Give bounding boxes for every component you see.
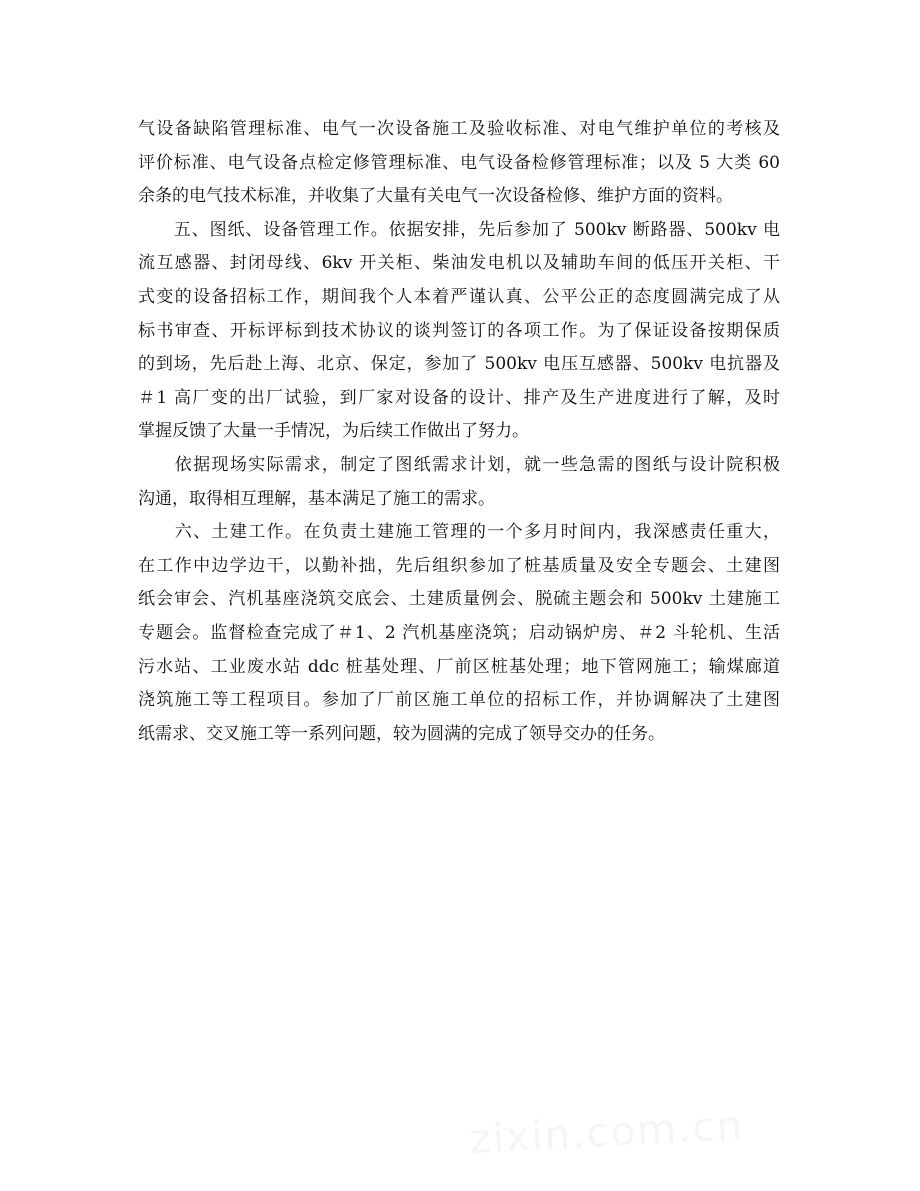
text-line: 标书审查、开标评标到技术协议的谈判签订的各项工作。为了保证设备按期保质 [138, 320, 780, 341]
text-line: 专题会。监督检查完成了＃1、2 汽机基座浇筑；启动锅炉房、＃2 斗轮机、生活 [138, 622, 780, 643]
text-line: 污水站、工业废水站 ddc 桩基处理、厂前区桩基处理；地下管网施工；输煤廊道 [138, 656, 780, 677]
watermark: zixin.com.cn [468, 1102, 746, 1164]
paragraph-electrical-standards [138, 113, 780, 214]
text-line: 气设备缺陷管理标准、电气一次设备施工及验收标准、对电气维护单位的考核及 [138, 119, 780, 139]
text-line: 评价标准、电气设备点检定修管理标准、电气设备检修管理标准；以及 5 大类 60 [138, 152, 780, 173]
text-line: 掌握反馈了大量一手情况，为后续工作做出了努力。 [138, 421, 529, 442]
paragraph-drawings-equipment [138, 214, 780, 449]
document-body [138, 113, 780, 751]
text-line: 流互感器、封闭母线、6kv 开关柜、柴油发电机以及辅助车间的低压开关柜、干 [138, 253, 780, 274]
text-line: ＃1 高厂变的出厂试验，到厂家对设备的设计、排产及生产进度进行了解，及时 [138, 387, 780, 408]
text-line: 的到场，先后赴上海、北京、保定，参加了 500kv 电压互感器、500kv 电抗器及 [138, 354, 780, 375]
text-line: 式变的设备招标工作，期间我个人本着严谨认真、公平公正的态度圆满完成了从 [138, 286, 780, 307]
text-line: 在工作中边学边干，以勤补拙，先后组织参加了桩基质量及安全专题会、土建图 [138, 555, 780, 576]
text-line: 纸会审会、汽机基座浇筑交底会、土建质量例会、脱硫主题会和 500kv 土建施工 [138, 589, 780, 610]
text-line: 五、图纸、设备管理工作。依据安排，先后参加了 500kv 断路器、500kv 电 [138, 219, 780, 240]
text-line: 纸需求、交叉施工等一系列问题，较为圆满的完成了领导交办的任务。 [138, 723, 665, 744]
text-line: 余条的电气技术标准，并收集了大量有关电气一次设备检修、维护方面的资料。 [138, 186, 733, 207]
text-line: 沟通，取得相互理解，基本满足了施工的需求。 [138, 488, 495, 509]
paragraph-drawing-demand [138, 449, 780, 516]
text-line: 依据现场实际需求，制定了图纸需求计划，就一些急需的图纸与设计院积极 [138, 454, 780, 475]
paragraph-civil-works [138, 516, 780, 751]
text-line: 浇筑施工等工程项目。参加了厂前区施工单位的招标工作，并协调解决了土建图 [138, 690, 780, 711]
text-line: 六、土建工作。在负责土建施工管理的一个多月时间内，我深感责任重大， [138, 522, 780, 543]
